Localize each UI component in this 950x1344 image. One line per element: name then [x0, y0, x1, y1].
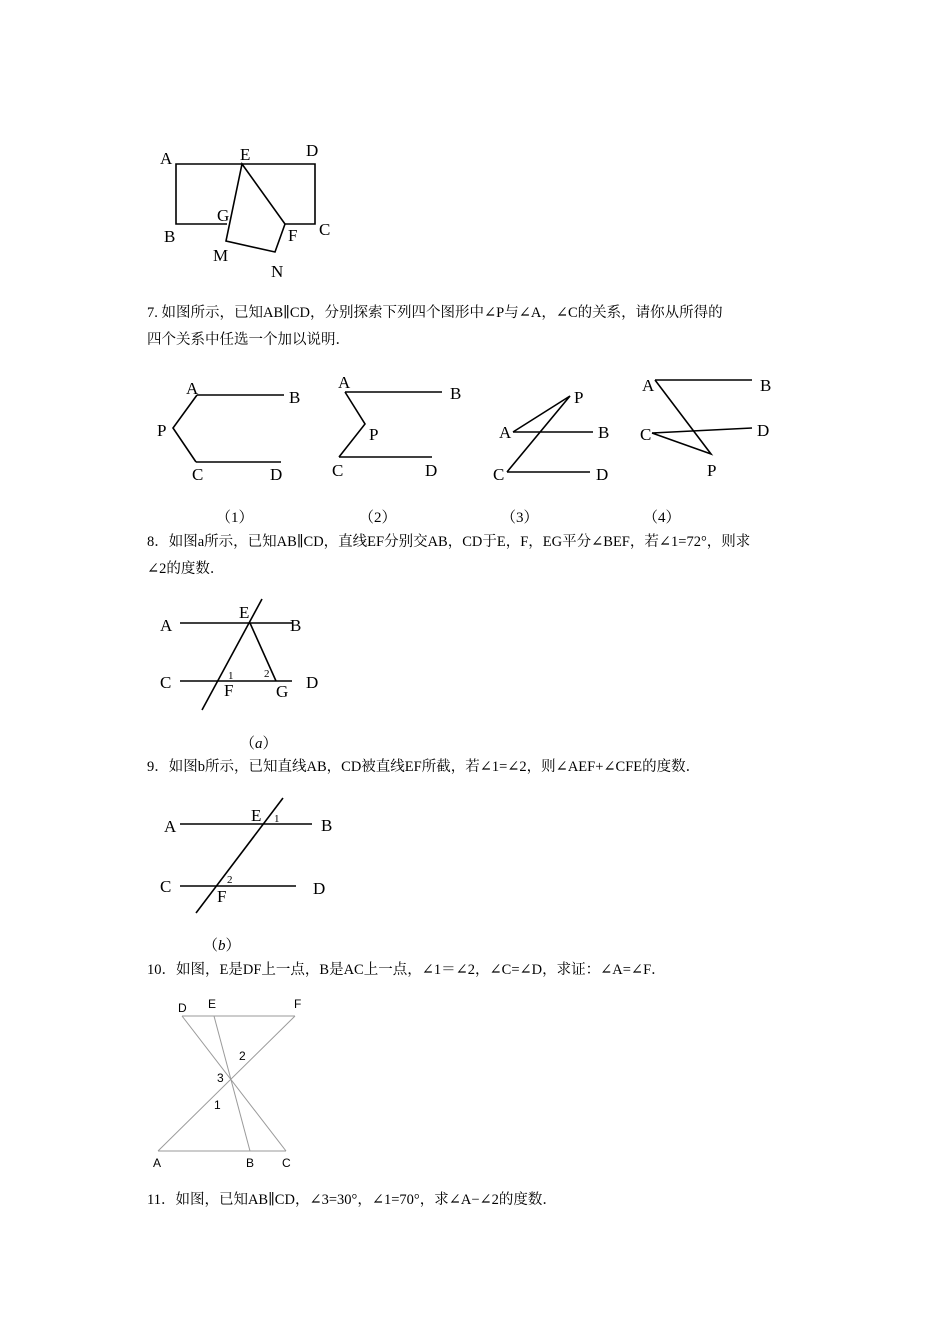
folded-quadrilateral	[226, 164, 285, 252]
label-E: E	[240, 145, 251, 164]
line-EF	[196, 798, 283, 913]
label-A: A	[499, 423, 512, 442]
angle-label-1: 1	[214, 1098, 221, 1112]
label-A: A	[164, 817, 177, 836]
label-E: E	[239, 603, 250, 622]
figure-folded-rectangle	[150, 135, 340, 285]
label-B: B	[164, 227, 176, 246]
label-C: C	[493, 465, 505, 484]
q10-figure	[150, 995, 330, 1175]
label-A: A	[160, 149, 173, 168]
line-CD	[652, 428, 752, 433]
q7-figure-2	[325, 368, 475, 488]
label-D: D	[425, 461, 438, 480]
q8-caption-letter: a	[255, 736, 263, 752]
label-A: A	[642, 376, 655, 395]
label-P: P	[707, 461, 717, 480]
question-8-line-2: ∠2的度数．	[147, 561, 225, 577]
question-8-line-1: 8．如图a所示，已知AB∥CD，直线EF分别交AB，CD于E，F，EG平分∠BEF，若∠1=72°，则求	[147, 534, 751, 550]
label-B: B	[321, 816, 333, 835]
label-F: F	[288, 226, 298, 245]
q7-figure-4	[635, 370, 785, 485]
label-B: B	[760, 376, 772, 395]
q9-figure-b	[150, 795, 350, 920]
label-D: D	[306, 673, 319, 692]
label-G: G	[276, 682, 289, 701]
label-P: P	[369, 425, 379, 444]
q7-caption-2: （2）	[359, 510, 397, 526]
q9-caption-letter: b	[218, 938, 226, 954]
label-C: C	[640, 425, 652, 444]
label-M: M	[213, 246, 229, 265]
line-FA	[158, 1016, 295, 1151]
label-A: A	[338, 373, 351, 392]
label-D: D	[313, 879, 326, 898]
label-C: C	[160, 877, 172, 896]
q8-caption: （a）	[240, 736, 278, 752]
label-E: E	[251, 806, 262, 825]
label-D: D	[757, 421, 770, 440]
label-C: C	[160, 673, 172, 692]
label-F: F	[224, 681, 234, 700]
angle-label-2: 2	[239, 1049, 246, 1063]
q7-caption-1: （1）	[216, 510, 254, 526]
q9-caption: （b）	[203, 938, 241, 954]
label-B: B	[246, 1156, 255, 1170]
label-C: C	[282, 1156, 291, 1170]
question-10: 10．如图，E是DF上一点，B是AC上一点，∠1＝∠2，∠C=∠D，求证：∠A=∠F．	[147, 962, 666, 978]
q7-figure-1	[150, 370, 320, 490]
label-G: G	[217, 206, 230, 225]
segment-EG	[250, 623, 276, 681]
label-P: P	[157, 421, 167, 440]
angle-label-1: 1	[274, 813, 280, 825]
label-C: C	[332, 461, 344, 480]
question-9: 9．如图b所示，已知直线AB，CD被直线EF所截，若∠1=∠2，则∠AEF+∠CFE的度数．	[147, 759, 701, 775]
label-F: F	[217, 887, 227, 906]
label-D: D	[178, 1001, 187, 1015]
q7-caption-4: （4）	[643, 510, 681, 526]
label-D: D	[306, 141, 319, 160]
broken-line-APC	[507, 396, 570, 472]
q7-caption-3: （3）	[501, 510, 539, 526]
question-7-line-1: 7. 如图所示，已知AB∥CD，分别探索下列四个图形中∠P与∠A，∠C的关系，请你从所得的	[147, 305, 723, 321]
label-A: A	[160, 616, 173, 635]
label-F: F	[294, 997, 302, 1011]
question-11: 11．如图，已知AB∥CD，∠3=30°，∠1=70°，求∠A−∠2的度数．	[147, 1192, 557, 1208]
label-E: E	[208, 997, 217, 1011]
label-B: B	[598, 423, 610, 442]
q8-figure-a	[150, 595, 330, 720]
q7-figure-3	[490, 380, 620, 490]
label-B: B	[450, 384, 462, 403]
question-7-line-2: 四个关系中任选一个加以说明．	[147, 332, 350, 348]
broken-line-APC	[652, 380, 711, 454]
broken-line-APC	[339, 392, 365, 457]
angle-label-3: 3	[217, 1071, 224, 1085]
label-C: C	[319, 220, 331, 239]
label-C: C	[192, 465, 204, 484]
label-D: D	[596, 465, 609, 484]
label-N: N	[271, 262, 284, 281]
angle-label-2: 2	[227, 874, 233, 886]
broken-line-APC	[173, 395, 197, 462]
label-P: P	[574, 388, 584, 407]
angle-label-2: 2	[264, 668, 270, 680]
label-D: D	[270, 465, 283, 484]
line-DC	[182, 1016, 286, 1151]
angle-label-1: 1	[228, 670, 234, 682]
label-B: B	[289, 388, 301, 407]
label-B: B	[290, 616, 302, 635]
label-A: A	[153, 1156, 162, 1170]
label-A: A	[186, 379, 199, 398]
